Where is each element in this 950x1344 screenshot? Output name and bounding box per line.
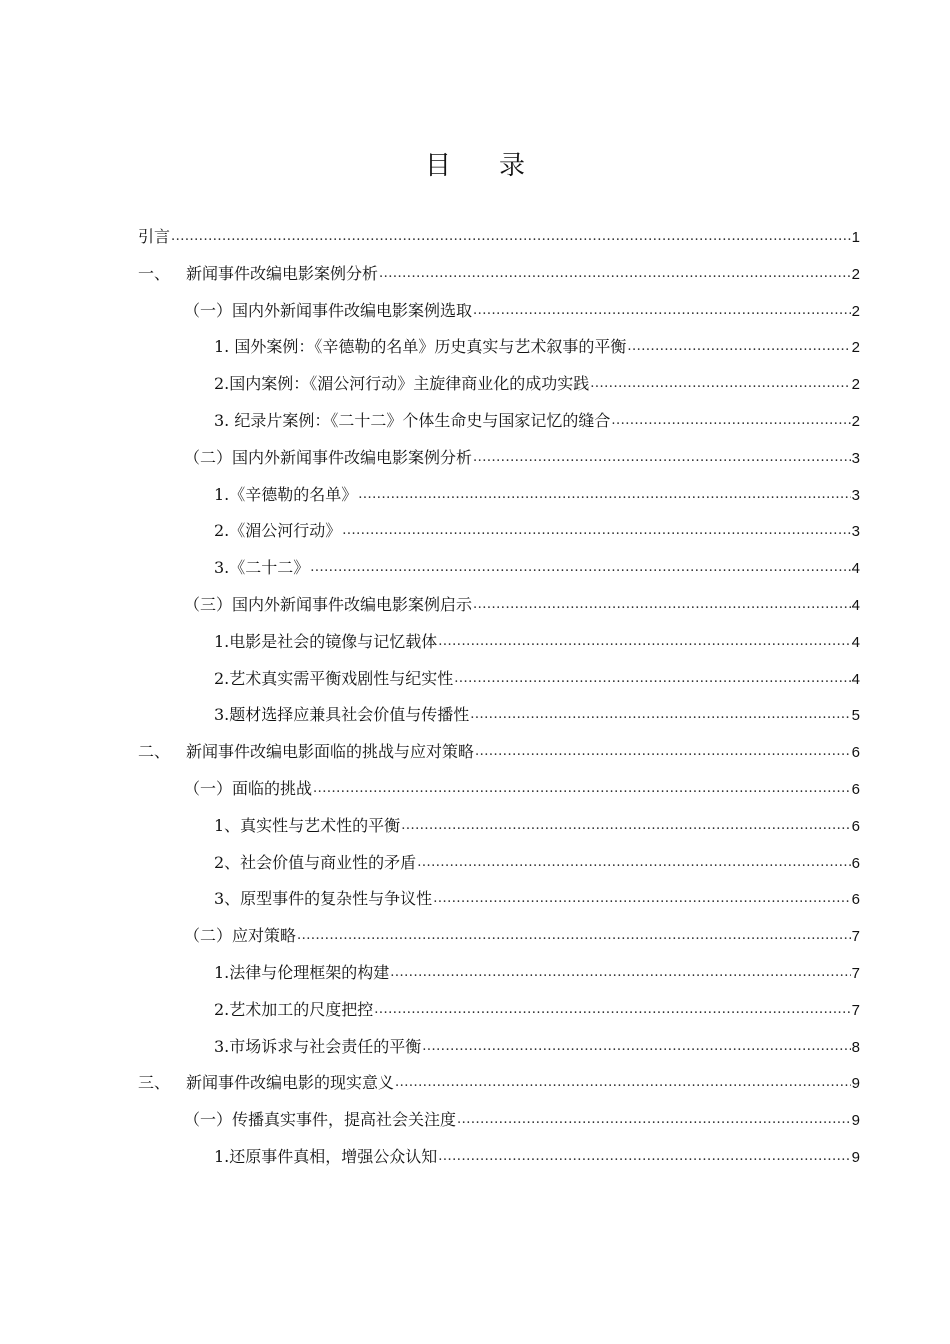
dot-leader — [297, 925, 851, 941]
toc-entry-text: 2、社会价值与商业性的矛盾 — [214, 852, 417, 872]
dot-leader — [401, 815, 850, 831]
toc-page-number: 2 — [851, 412, 860, 430]
dot-leader — [473, 300, 851, 316]
dot-leader — [310, 557, 850, 573]
toc-entry-subsection[interactable] — [138, 408, 860, 445]
dot-leader — [438, 631, 850, 647]
toc-chapter-number: 三、 — [138, 1073, 171, 1093]
toc-page-number: 2 — [851, 376, 860, 394]
toc-entry-text: 1.电影是社会的镜像与记忆载体 — [214, 631, 438, 651]
toc-heading-char-1: 目 — [424, 151, 451, 181]
toc-page-number: 2 — [851, 339, 860, 357]
toc-page-number: 7 — [851, 964, 860, 982]
dot-leader — [454, 668, 850, 684]
toc-entry-text: （一）面临的挑战 — [184, 778, 313, 798]
dot-leader — [313, 778, 851, 794]
toc-page-number: 4 — [851, 596, 860, 614]
toc-entry-section[interactable] — [138, 445, 860, 482]
dot-leader — [627, 336, 850, 352]
toc-page-number: 7 — [851, 928, 860, 946]
toc-entry-text: （三）国内外新闻事件改编电影案例启示 — [184, 594, 473, 614]
toc-page-number: 8 — [851, 1038, 860, 1056]
toc-page-number: 6 — [851, 891, 860, 909]
toc-entry-text: 3、原型事件的复杂性与争议性 — [214, 889, 433, 909]
toc-page-number: 3 — [851, 523, 860, 541]
toc-page-number: 2 — [851, 265, 860, 283]
toc-entry-text: （二）应对策略 — [184, 926, 297, 946]
toc-heading — [0, 145, 950, 182]
toc-entry-text: 2.艺术加工的尺度把控 — [214, 999, 374, 1019]
toc-entry-text: 3. 纪录片案例：《二十二》个体生命史与国家记忆的缝合 — [214, 410, 611, 430]
toc-entry-text: 1.还原事件真相，增强公众认知 — [214, 1146, 438, 1166]
toc-entry-intro[interactable] — [138, 224, 860, 261]
toc-entry-subsection[interactable] — [138, 629, 860, 666]
toc-page-number: 5 — [851, 707, 860, 725]
toc-entry-chapter-1[interactable] — [138, 261, 860, 298]
dot-leader — [342, 520, 850, 536]
toc-page-number: 9 — [851, 1112, 860, 1130]
toc-entry-text: 新闻事件改编电影面临的挑战与应对策略 — [186, 742, 475, 762]
toc-page-number: 4 — [851, 633, 860, 651]
toc-chapter-number: 二、 — [138, 742, 171, 762]
dot-leader — [395, 1072, 851, 1088]
toc-entry-subsection[interactable] — [138, 1034, 860, 1071]
dot-leader — [438, 1146, 850, 1162]
dot-leader — [417, 852, 850, 868]
toc-entry-section[interactable] — [138, 592, 860, 629]
toc-entry-chapter-2[interactable] — [138, 739, 860, 776]
toc-entry-subsection[interactable] — [138, 334, 860, 371]
toc-entry-subsection[interactable] — [138, 371, 860, 408]
toc-entry-text: 2.《湄公河行动》 — [214, 521, 342, 541]
dot-leader — [473, 447, 851, 463]
toc-entry-text: 1. 国外案例：《辛德勒的名单》历史真实与艺术叙事的平衡 — [214, 337, 627, 357]
toc-entry-subsection[interactable] — [138, 555, 860, 592]
dot-leader — [390, 962, 850, 978]
dot-leader — [457, 1109, 851, 1125]
toc-entry-section[interactable] — [138, 776, 860, 813]
toc-entry-subsection[interactable] — [138, 702, 860, 739]
toc-entry-text: 2.艺术真实需平衡戏剧性与纪实性 — [214, 668, 454, 688]
toc-entry-subsection[interactable] — [138, 960, 860, 997]
toc-entry-subsection[interactable] — [138, 813, 860, 850]
toc-entry-subsection[interactable] — [138, 1144, 860, 1181]
toc-page-number: 6 — [851, 817, 860, 835]
dot-leader — [379, 263, 851, 279]
toc-entry-chapter-3[interactable] — [138, 1070, 860, 1107]
dot-leader — [473, 594, 851, 610]
toc-page-number: 4 — [851, 560, 860, 578]
toc-page-number: 6 — [851, 780, 860, 798]
dot-leader — [475, 741, 851, 757]
toc-page-number: 9 — [851, 1148, 860, 1166]
toc-page-number: 3 — [851, 449, 860, 467]
toc-entry-text: 新闻事件改编电影案例分析 — [186, 263, 379, 283]
toc-entry-section[interactable] — [138, 298, 860, 335]
toc-entry-text: 新闻事件改编电影的现实意义 — [186, 1073, 395, 1093]
toc-entry-text: （一）传播真实事件，提高社会关注度 — [184, 1110, 457, 1130]
toc-entry-text: 2.国内案例：《湄公河行动》主旋律商业化的成功实践 — [214, 374, 590, 394]
toc-entry-text: （一）国内外新闻事件改编电影案例选取 — [184, 300, 473, 320]
toc-entry-text: 3.《二十二》 — [214, 558, 310, 578]
toc-entry-subsection[interactable] — [138, 482, 860, 519]
toc-page-number: 3 — [851, 486, 860, 504]
toc-entry-subsection[interactable] — [138, 997, 860, 1034]
toc-entry-subsection[interactable] — [138, 518, 860, 555]
toc-page-number: 7 — [851, 1001, 860, 1019]
toc-entry-subsection[interactable] — [138, 886, 860, 923]
toc-heading-char-2: 录 — [499, 151, 526, 181]
toc-entry-text: 3.题材选择应兼具社会价值与传播性 — [214, 705, 470, 725]
dot-leader — [470, 704, 850, 720]
dot-leader — [433, 888, 850, 904]
toc-entry-subsection[interactable] — [138, 666, 860, 703]
toc-entry-text: 1.《辛德勒的名单》 — [214, 484, 358, 504]
toc-page-number: 9 — [851, 1075, 860, 1093]
toc-entry-text: 3.市场诉求与社会责任的平衡 — [214, 1036, 422, 1056]
toc-entry-text: 引言 — [138, 227, 171, 246]
dot-leader — [611, 410, 850, 426]
toc-chapter-number: 一、 — [138, 263, 171, 283]
toc-entry-section[interactable] — [138, 1107, 860, 1144]
toc-page-number: 2 — [851, 302, 860, 320]
toc-entry-text: 1、真实性与艺术性的平衡 — [214, 815, 401, 835]
toc-page-number: 6 — [851, 744, 860, 762]
toc-entry-subsection[interactable] — [138, 850, 860, 887]
toc-entry-text: 1.法律与伦理框架的构建 — [214, 962, 390, 982]
toc-page-number: 6 — [851, 854, 860, 872]
dot-leader — [358, 484, 850, 500]
dot-leader — [422, 1036, 850, 1052]
toc-page-number: 1 — [851, 229, 860, 246]
toc-entry-section[interactable] — [138, 923, 860, 960]
dot-leader — [374, 999, 850, 1015]
dot-leader — [171, 226, 851, 242]
table-of-contents — [138, 224, 860, 1181]
toc-page-number: 4 — [851, 670, 860, 688]
toc-entry-text: （二）国内外新闻事件改编电影案例分析 — [184, 447, 473, 467]
dot-leader — [590, 373, 850, 389]
